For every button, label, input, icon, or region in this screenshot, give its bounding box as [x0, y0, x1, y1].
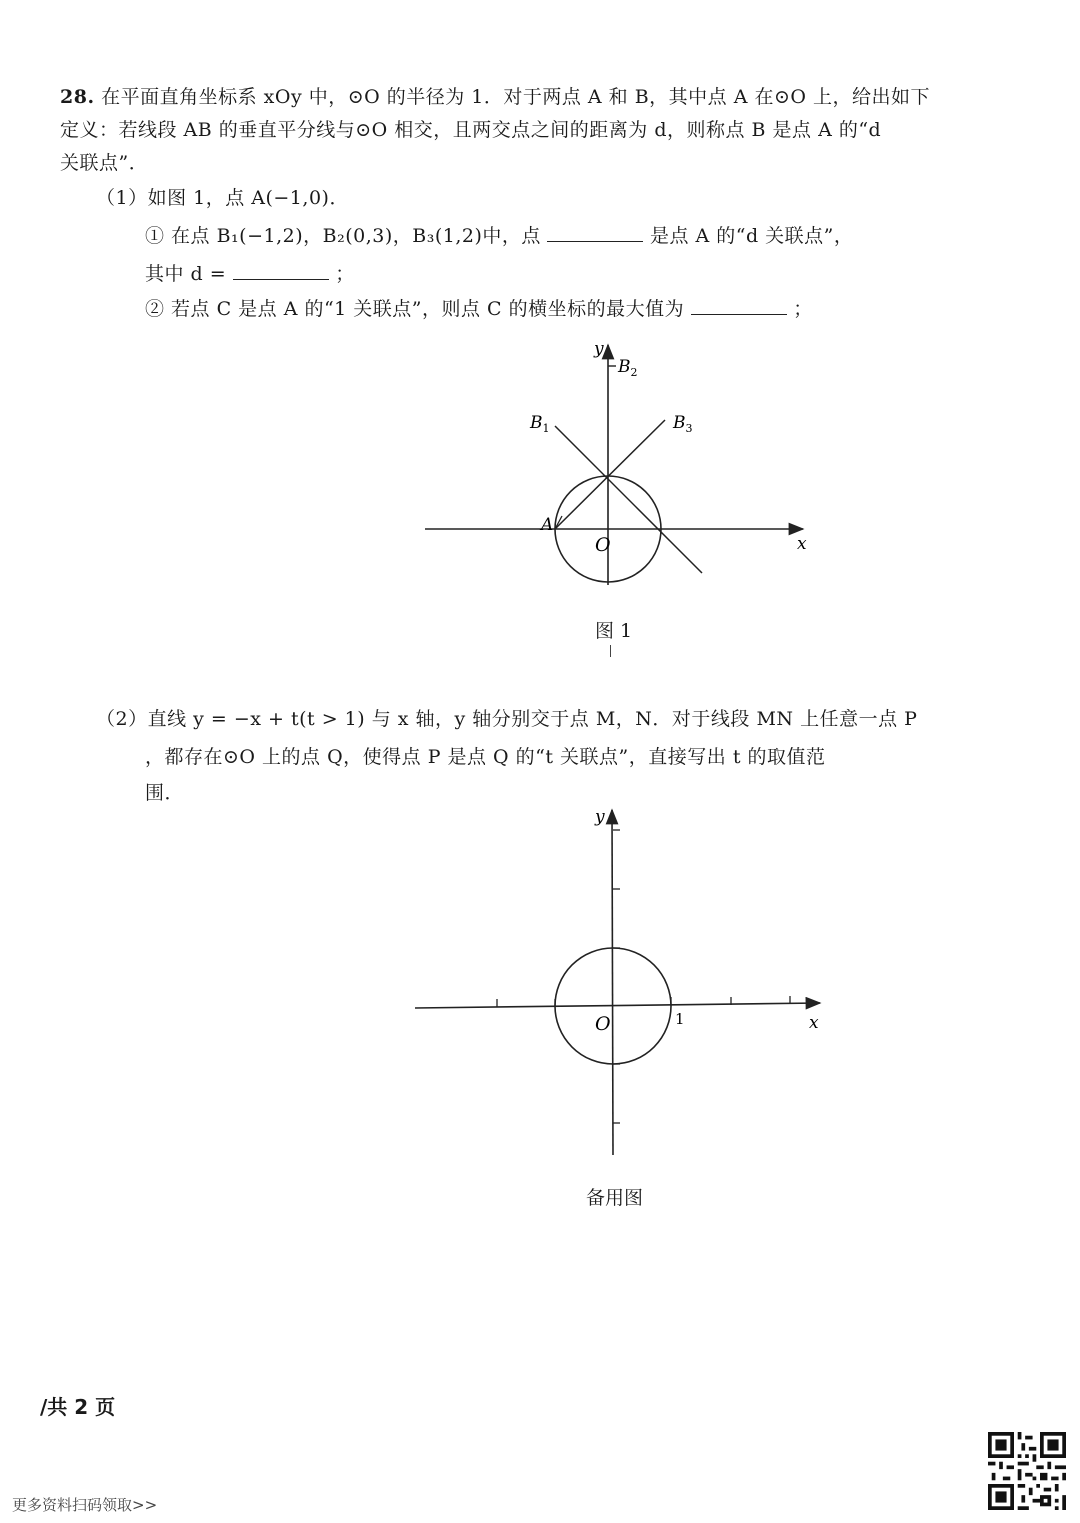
problem-intro-line-2: 定义：若线段 AB 的垂直平分线与⊙O 相交，且两交点之间的距离为 d，则称点 B 是点 A 的“d	[60, 119, 882, 141]
part1-q1-end: ；	[335, 263, 355, 285]
figure-1	[410, 330, 830, 660]
part2-line-1: （2）直线 y = −x + t(t > 1) 与 x 轴，y 轴分别交于点 M，N．对于线段 MN 上任意一点 P	[96, 708, 918, 730]
page-total: /共 2 页	[40, 1395, 116, 1419]
segment-b3-line	[555, 420, 665, 529]
part1-q1-text-b: 是点 A 的“d 关联点”，	[649, 225, 854, 247]
figure-2	[405, 800, 835, 1170]
fig1-point-b1-label: $B_1$	[530, 413, 550, 435]
fig2-x-label: x	[809, 1013, 819, 1033]
part1-q1-text-c: 其中 d =	[145, 263, 227, 285]
qr-code-image	[988, 1432, 1066, 1510]
part1-q2-text: ② 若点 C 是点 A 的“1 关联点”，则点 C 的横坐标的最大值为	[145, 298, 685, 320]
caption-mark	[610, 645, 611, 657]
figure-2-caption: 备用图	[586, 1187, 644, 1209]
fig1-y-label: y	[594, 339, 604, 359]
answer-blank-d[interactable]	[233, 261, 329, 280]
fig2-origin-label: O	[595, 1013, 611, 1035]
part1-q2-end: ；	[793, 298, 813, 320]
part2-line-2: ，都存在⊙O 上的点 Q，使得点 P 是点 Q 的“t 关联点”，直接写出 t 的取值范	[145, 746, 826, 768]
part1-q1-text-a: ① 在点 B₁(−1,2)，B₂(0,3)，B₃(1,2)中，点	[145, 225, 541, 247]
answer-blank-max-x[interactable]	[691, 296, 787, 315]
fig2-unit-label: 1	[675, 1010, 685, 1028]
problem-intro-1: 在平面直角坐标系 xOy 中，⊙O 的半径为 1．对于两点 A 和 B，其中点 A 在⊙O 上，给出如下	[101, 86, 931, 108]
segment-b1-line	[555, 426, 702, 573]
answer-blank-points[interactable]	[547, 223, 643, 242]
part1-question1-line1	[145, 221, 853, 248]
problem-intro-line-1	[60, 82, 930, 109]
y-axis	[612, 810, 613, 1155]
problem-intro-line-3: 关联点”．	[60, 152, 149, 174]
fig1-point-a-label: A	[541, 515, 554, 535]
part1-question2	[145, 294, 813, 321]
fig2-y-label: y	[595, 807, 605, 827]
problem-number: 28.	[60, 86, 95, 108]
figure-1-caption: 图 1	[595, 620, 633, 642]
part1-label: （1）如图 1，点 A(−1,0)．	[96, 187, 349, 209]
fig1-point-b3-label: $B_3$	[673, 413, 693, 435]
part2-line-3: 围．	[145, 782, 185, 804]
part1-question1-line2	[145, 259, 355, 286]
more-resources-link[interactable]: 更多资料扫码领取>>	[12, 1496, 158, 1514]
fig1-x-label: x	[797, 534, 807, 554]
fig1-point-b2-label: $B_2$	[618, 357, 638, 379]
x-axis	[415, 1003, 820, 1008]
fig1-origin-label: O	[595, 534, 611, 556]
